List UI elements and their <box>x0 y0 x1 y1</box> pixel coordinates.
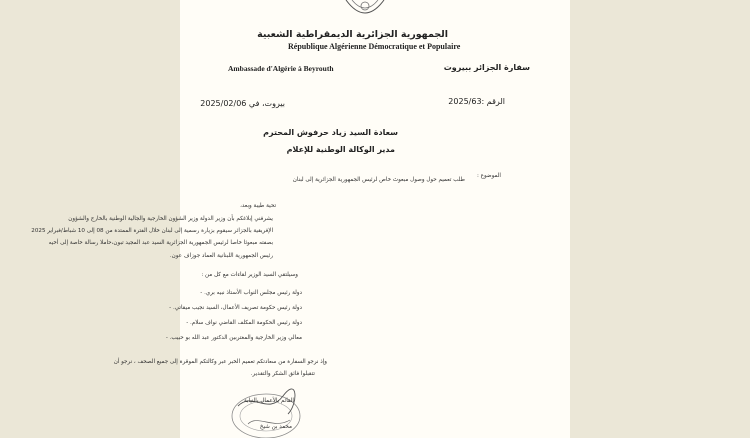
signatory-title: القائم بالأعمال بالنيابة <box>243 398 294 404</box>
signatory-name: محمد بن شيخ <box>259 424 292 430</box>
letter-page <box>31 0 570 438</box>
closing-line-2: تتقبلوا فائق الشكر والتقدير. <box>250 371 315 377</box>
greeting: تحية طيبة وبعد، <box>240 203 276 209</box>
embassy-name-arabic: سفارة الجزائر ببيروت <box>443 63 530 72</box>
recipient-name: سعادة السيد زياد حرفوش المحترم <box>263 128 398 137</box>
republic-name-french: République Algérienne Démocratique et Populaire <box>288 42 461 51</box>
letter-date: بيروت، في 2025/02/06 <box>200 99 285 108</box>
meeting-item: دولة رئيس مجلس النواب الأستاذ نبيه بري. - <box>200 290 302 296</box>
body-line-4: رئيس الجمهورية اللبنانية العماد جوزاف عون. <box>169 253 273 259</box>
meeting-item: معالي وزير الخارجية والمغتربين الدكتور عبد الله بو حبيب. - <box>165 335 302 341</box>
reference-number: الرقم :2025/63 <box>448 97 505 106</box>
closing-line-1: وإذ نرجو السفارة من سعادتكم تعميم الخبر عبر وكالتكم الموقرة إلى جميع الصحف ، نرجو أن <box>113 359 327 365</box>
body-line-2: الإفريقية بالجزائر سيقوم بزيارة رسمية إلى لبنان خلال الفترة الممتدة من 08 إلى 10 شباط/فبراير 2025 <box>31 228 273 234</box>
official-stamp-and-signature <box>228 386 308 438</box>
body-line-3: بصفته مبعوثا خاصا لرئيس الجمهورية الجزائرية السيد عبد المجيد تبون،حاملا رسالة خاصة إلى أخيه <box>48 240 273 246</box>
subject-text: طلب تعميم حول وصول مبعوث خاص لرئيس الجمهورية الجزائرية إلى لبنان <box>292 177 465 183</box>
meetings-intro: وسيلتقي السيد الوزير لقاءات مع كل من : <box>201 272 298 278</box>
meeting-item: دولة رئيس حكومة تصريف الأعمال، السيد نجيب ميقاتي. - <box>169 305 302 311</box>
meeting-item: دولة رئيس الحكومة المكلف القاضي نواف سلام. - <box>186 320 302 326</box>
embassy-name-french: Ambassade d'Algérie à Beyrouth <box>228 64 334 73</box>
subject-label: الموضوع : <box>476 173 501 179</box>
body-line-1: يشرفني إبلاغكم بأن وزير الدولة وزير الشؤون الخارجية والجالية الوطنية بالخارج والشؤون <box>68 216 273 222</box>
state-emblem <box>338 0 392 20</box>
recipient-title: مدير الوكالة الوطنية للإعلام <box>286 145 395 154</box>
republic-name-arabic: الجمهورية الجزائرية الديمقراطية الشعبية <box>257 29 448 40</box>
